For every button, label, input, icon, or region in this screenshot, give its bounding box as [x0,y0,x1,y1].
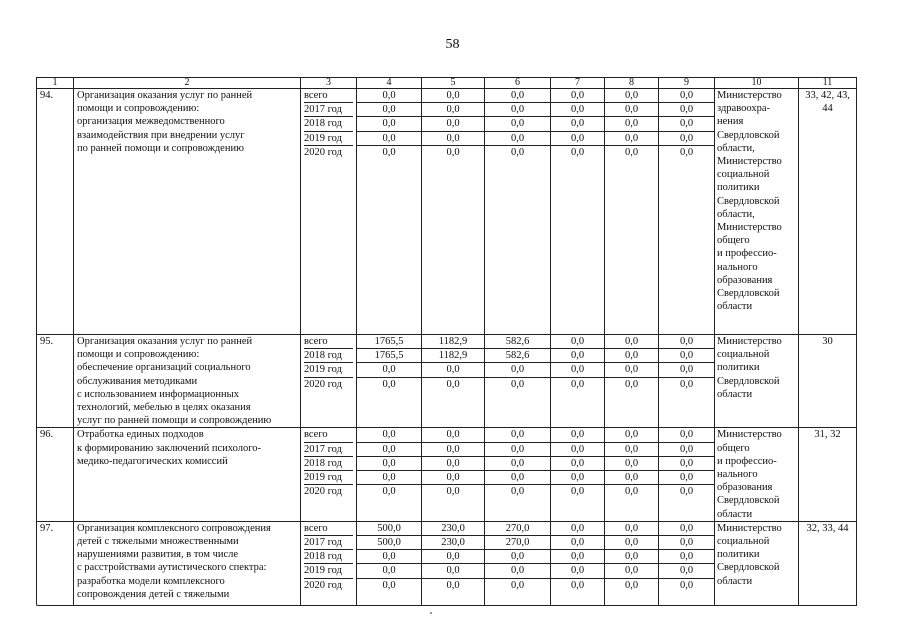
funding-value: 0,0 [485,132,550,146]
funding-value: 0,0 [485,89,550,103]
funding-value: 0,0 [551,536,604,550]
funding-value: 0,0 [659,117,714,131]
funding-value: 0,0 [659,89,714,103]
funding-value: 0,0 [659,536,714,550]
year-label: 2019 год [304,564,353,578]
responsible-organization-line: Свердловской [717,495,780,507]
funding-column-9 [659,335,715,428]
funding-value: 582,6 [485,335,550,349]
activity-name-line: с расстройствами аутистического спектра: [77,562,267,574]
funding-value: 0,0 [510,378,525,390]
funding-value: 0,0 [446,146,460,158]
responsible-organization-line: области [717,508,753,520]
funding-value: 0,0 [357,132,421,146]
funding-value: 0,0 [357,117,421,131]
funding-value: 0,0 [570,378,585,390]
activity-name-line: по ранней помощи и сопровождению [77,142,244,154]
funding-value: 0,0 [551,349,604,363]
funding-value: 0,0 [485,363,550,377]
funding-value: 0,0 [357,428,421,442]
funding-value: 0,0 [357,103,421,117]
funding-value: 0,0 [605,428,658,442]
funding-value: 0,0 [485,103,550,117]
row-number: 96. [37,428,74,521]
funding-value: 0,0 [357,89,421,103]
funding-column-4 [357,335,422,428]
funding-value: 0,0 [422,117,484,131]
funding-value: 0,0 [624,146,639,158]
year-label: 2018 год [304,550,353,564]
responsible-organization-line: общего [717,442,750,454]
funding-value: 0,0 [357,471,421,485]
funding-value: 0,0 [357,457,421,471]
funding-value: 0,0 [679,486,694,498]
funding-value: 0,0 [605,443,658,457]
funding-value: 0,0 [679,579,694,591]
col-header-8: 8 [605,78,659,89]
funding-value: 0,0 [659,471,714,485]
year-label: 2019 год [304,132,353,146]
funding-value: 0,0 [659,428,714,442]
responsible-organization-line: образования [717,482,773,494]
year-label: всего [304,522,353,536]
responsible-organization-line: здравоохра- [717,103,770,115]
year-labels [301,521,357,605]
col-header-5: 5 [422,78,485,89]
funding-value: 0,0 [605,457,658,471]
funding-value: 230,0 [422,536,484,550]
funding-value: 230,0 [422,522,484,536]
activity-name [74,428,301,521]
year-label: 2020 год [304,486,342,498]
col-header-7: 7 [551,78,605,89]
activity-name-line: разработка модели комплексного [77,575,225,587]
funding-value: 0,0 [605,363,658,377]
responsible-organization-line: политики [717,182,760,194]
target-indicators: 31, 32 [799,428,857,521]
header-row [37,78,857,89]
funding-value: 0,0 [422,550,484,564]
funding-value: 1765,5 [357,349,421,363]
responsible-organization [715,521,799,605]
funding-value: 0,0 [422,132,484,146]
year-label: всего [304,428,353,442]
funding-value: 0,0 [382,486,396,498]
funding-value: 0,0 [422,428,484,442]
activity-name [74,89,301,335]
col-header-4: 4 [357,78,422,89]
col-header-6: 6 [485,78,551,89]
activity-name-line: услуг по ранней помощи и сопровождению [77,415,272,427]
col-header-9: 9 [659,78,715,89]
responsible-organization [715,335,799,428]
funding-value: 582,6 [485,349,550,363]
responsible-organization-line: Свердловской [717,195,780,207]
funding-value: 0,0 [605,103,658,117]
activity-name-line: обслуживания методиками [77,375,198,387]
funding-value: 0,0 [510,486,525,498]
funding-value: 0,0 [570,146,585,158]
program-table [36,77,857,606]
funding-column-4 [357,428,422,521]
row-number: 97. [37,521,74,605]
year-labels [301,428,357,521]
table-row [37,335,857,428]
funding-value: 0,0 [659,363,714,377]
responsible-organization-line: социальной [717,349,770,361]
activity-name-line: медико-педагогических комиссий [77,455,228,467]
funding-value: 0,0 [382,378,396,390]
page-number: 58 [445,37,460,52]
year-label: 2017 год [304,443,353,457]
year-label: всего [304,89,353,103]
responsible-organization-line: области [717,301,753,313]
funding-value: 0,0 [624,378,639,390]
funding-column-7 [551,89,605,335]
responsible-organization-line: Министерство [717,156,782,168]
responsible-organization [715,428,799,521]
funding-column-6 [485,89,551,335]
responsible-organization-line: и профессио- [717,248,777,260]
year-label: 2020 год [304,579,342,591]
funding-value: 1765,5 [357,335,421,349]
funding-column-4 [357,89,422,335]
funding-column-7 [551,428,605,521]
funding-value: 0,0 [659,522,714,536]
responsible-organization-line: Министерство [717,222,782,234]
funding-value: 0,0 [422,89,484,103]
activity-name-line: организация межведомственного [77,116,225,128]
activity-name-line: взаимодействия при внедрении услуг [77,129,245,141]
funding-value: 0,0 [551,457,604,471]
funding-value: 0,0 [551,550,604,564]
funding-value: 0,0 [659,564,714,578]
responsible-organization-line: Министерство [717,522,782,534]
year-label: 2020 год [304,378,342,390]
target-indicators: 33, 42, 43, 44 [799,89,857,335]
funding-value: 0,0 [551,335,604,349]
col-header-10: 10 [715,78,799,89]
activity-name-line: с использованием информационных [77,388,239,400]
responsible-organization-line: нального [717,261,758,273]
scan-speck [430,612,432,614]
funding-value: 0,0 [605,536,658,550]
activity-name-line: помощи и сопровождению: [77,349,200,361]
funding-value: 0,0 [605,564,658,578]
activity-name [74,335,301,428]
funding-value: 0,0 [605,550,658,564]
responsible-organization-line: области [717,388,753,400]
funding-value: 0,0 [446,579,460,591]
funding-value: 0,0 [510,146,525,158]
funding-column-8 [605,428,659,521]
funding-column-5 [422,335,485,428]
funding-value: 0,0 [357,550,421,564]
funding-column-8 [605,521,659,605]
funding-value: 0,0 [551,132,604,146]
funding-value: 0,0 [485,443,550,457]
row-number: 94. [37,89,74,335]
funding-value: 0,0 [446,378,460,390]
responsible-organization-line: Свердловской [717,375,780,387]
funding-value: 0,0 [422,443,484,457]
activity-name-line: Отработка единых подходов [77,429,204,441]
activity-name-line: обеспечение организаций социального [77,362,251,374]
funding-value: 0,0 [485,117,550,131]
funding-value: 0,0 [551,89,604,103]
funding-column-9 [659,428,715,521]
col-header-1: 1 [37,78,74,89]
scan-speck [36,604,38,606]
funding-column-5 [422,89,485,335]
funding-value: 0,0 [605,89,658,103]
funding-column-5 [422,521,485,605]
funding-column-9 [659,521,715,605]
funding-value: 0,0 [605,335,658,349]
funding-value: 0,0 [624,486,639,498]
funding-value: 1182,9 [422,335,484,349]
funding-value: 0,0 [605,349,658,363]
funding-column-8 [605,335,659,428]
funding-column-5 [422,428,485,521]
responsible-organization-line: нального [717,469,758,481]
responsible-organization-line: и профессио- [717,455,777,467]
funding-value: 270,0 [485,522,550,536]
funding-value: 0,0 [659,443,714,457]
funding-value: 500,0 [357,536,421,550]
table-row [37,521,857,605]
funding-value: 0,0 [659,132,714,146]
responsible-organization-line: Министерство [717,429,782,441]
funding-value: 0,0 [551,564,604,578]
funding-column-6 [485,335,551,428]
funding-value: 0,0 [357,363,421,377]
year-label: 2019 год [304,471,353,485]
funding-value: 0,0 [624,579,639,591]
funding-column-7 [551,335,605,428]
funding-value: 0,0 [485,564,550,578]
funding-value: 0,0 [446,486,460,498]
funding-column-6 [485,521,551,605]
funding-column-8 [605,89,659,335]
funding-column-4 [357,521,422,605]
responsible-organization-line: Министерство [717,90,782,101]
funding-value: 270,0 [485,536,550,550]
funding-value: 0,0 [357,564,421,578]
responsible-organization-line: Свердловской [717,288,780,300]
funding-value: 0,0 [357,443,421,457]
table-row [37,428,857,521]
year-label: 2018 год [304,349,353,363]
responsible-organization-line: области [717,575,753,587]
funding-value: 0,0 [570,579,585,591]
funding-value: 0,0 [659,103,714,117]
responsible-organization-line: социальной [717,536,770,548]
funding-value: 0,0 [551,443,604,457]
funding-value: 0,0 [422,363,484,377]
table-row [37,89,857,335]
funding-column-7 [551,521,605,605]
funding-value: 0,0 [551,103,604,117]
activity-name-line: технологий, мебелью в целях оказания [77,402,251,414]
funding-value: 0,0 [605,132,658,146]
activity-name-line: детей с тяжелыми множественными [77,536,239,548]
funding-value: 0,0 [382,579,396,591]
funding-value: 0,0 [551,522,604,536]
funding-value: 0,0 [679,378,694,390]
funding-value: 0,0 [551,117,604,131]
funding-value: 0,0 [659,335,714,349]
activity-name-line: Организация оказания услуг по ранней [77,336,253,347]
funding-value: 0,0 [485,428,550,442]
funding-column-9 [659,89,715,335]
responsible-organization-line: Свердловской [717,562,780,574]
year-label: 2020 год [304,146,342,158]
responsible-organization-line: нения [717,116,744,128]
year-labels [301,89,357,335]
funding-value: 0,0 [510,579,525,591]
responsible-organization-line: Министерство [717,336,782,347]
year-label: 2019 год [304,363,353,377]
funding-value: 0,0 [659,550,714,564]
year-label: 2017 год [304,536,353,550]
responsible-organization-line: области, [717,142,755,154]
col-header-3: 3 [301,78,357,89]
funding-value: 0,0 [605,522,658,536]
responsible-organization-line: социальной [717,169,770,181]
funding-value: 500,0 [357,522,421,536]
funding-value: 0,0 [605,471,658,485]
target-indicators: 32, 33, 44 [799,521,857,605]
responsible-organization-line: области, [717,208,755,220]
funding-value: 0,0 [605,117,658,131]
activity-name-line: нарушениями развития, в том числе [77,549,239,561]
col-header-11: 11 [799,78,857,89]
year-label: 2018 год [304,117,353,131]
funding-value: 0,0 [679,146,694,158]
funding-value: 0,0 [659,349,714,363]
funding-value: 0,0 [551,471,604,485]
year-label: всего [304,335,353,349]
activity-name-line: Организация комплексного сопровождения [77,522,271,534]
funding-value: 1182,9 [422,349,484,363]
funding-value: 0,0 [485,550,550,564]
funding-value: 0,0 [422,471,484,485]
row-number: 95. [37,335,74,428]
funding-column-6 [485,428,551,521]
funding-value: 0,0 [485,457,550,471]
responsible-organization-line: общего [717,235,750,247]
funding-value: 0,0 [422,564,484,578]
funding-value: 0,0 [382,146,396,158]
responsible-organization-line: Свердловской [717,129,780,141]
year-label: 2017 год [304,103,353,117]
responsible-organization [715,89,799,335]
activity-name-line: сопровождения детей с тяжелыми [77,588,230,600]
activity-name [74,521,301,605]
col-header-2: 2 [74,78,301,89]
activity-name-line: к формированию заключений психолого- [77,442,261,454]
funding-value: 0,0 [570,486,585,498]
funding-value: 0,0 [422,457,484,471]
year-labels [301,335,357,428]
activity-name-line: помощи и сопровождению: [77,103,200,115]
funding-value: 0,0 [659,457,714,471]
responsible-organization-line: политики [717,549,760,561]
activity-name-line: Организация оказания услуг по ранней [77,90,253,101]
funding-value: 0,0 [485,471,550,485]
funding-value: 0,0 [551,428,604,442]
responsible-organization-line: образования [717,274,773,286]
target-indicators: 30 [799,335,857,428]
responsible-organization-line: политики [717,362,760,374]
year-label: 2018 год [304,457,353,471]
funding-value: 0,0 [551,363,604,377]
funding-value: 0,0 [422,103,484,117]
